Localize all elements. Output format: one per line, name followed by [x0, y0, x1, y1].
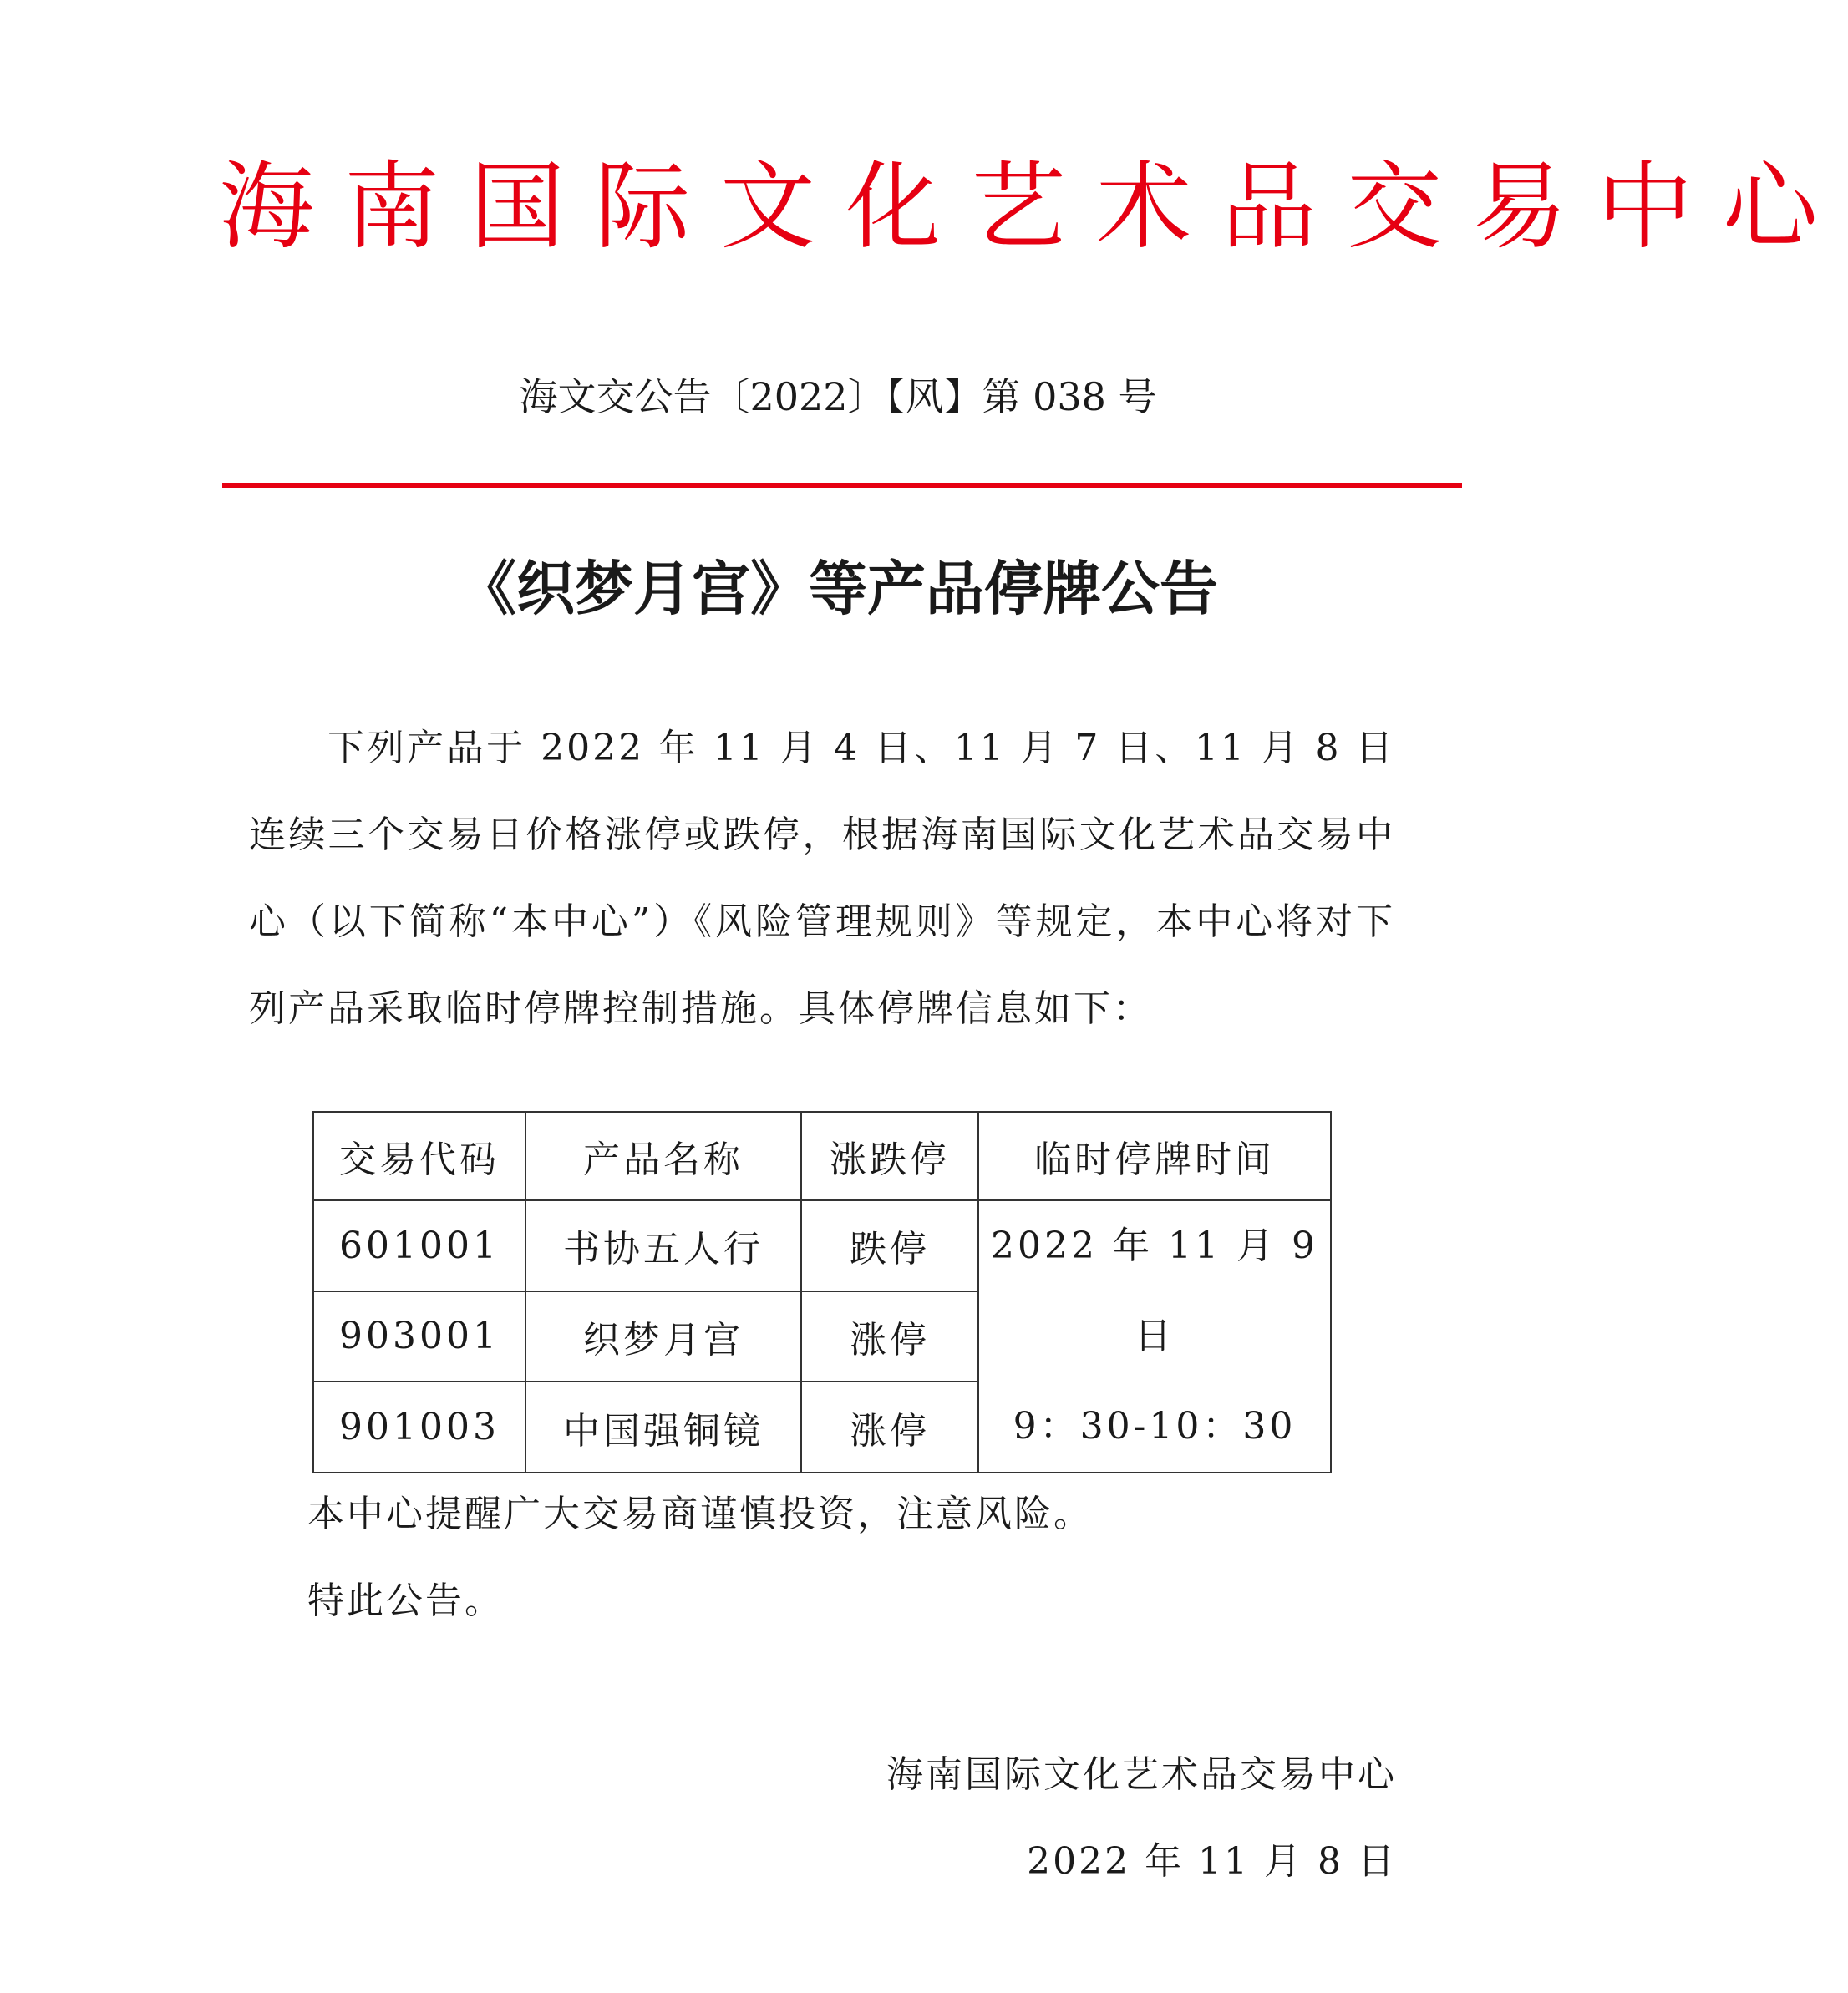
signature-date: 2022 年 11 月 8 日: [1027, 1840, 1397, 1883]
header-product-name: 产品名称: [525, 1112, 801, 1200]
sign-off: 特此公告。: [307, 1580, 504, 1622]
cell-product-name: 书协五人行: [525, 1200, 801, 1291]
cell-product-name: 织梦月宫: [525, 1291, 801, 1382]
suspension-table: [312, 1111, 1332, 1473]
table-row: [313, 1200, 1331, 1291]
suspension-date: 2022 年 11 月 9 日: [991, 1225, 1318, 1357]
cell-trade-code: 903001: [313, 1291, 525, 1382]
red-divider-rule: [222, 483, 1462, 488]
header-price-limit: 涨跌停: [801, 1112, 978, 1200]
cell-price-limit: 跌停: [801, 1200, 978, 1291]
header-trade-code: 交易代码: [313, 1112, 525, 1200]
body-paragraph: 下列产品于 2022 年 11 月 4 日、11 月 7 日、11 月 8 日连续三个交易日价格涨停或跌停，根据海南国际文化艺术品交易中心（以下简称“本中心”）《风险管理规则》等规定，本中心将对下列产品采取临时停牌控制措施。具体停牌信息如下：: [249, 727, 1395, 1030]
risk-reminder: 本中心提醒广大交易商谨慎投资，注意风险。: [307, 1493, 1093, 1535]
header-suspension-time: 临时停牌时间: [978, 1112, 1331, 1200]
document-title: 《织梦月宫》等产品停牌公告: [458, 555, 1218, 623]
document-number: 海文交公告〔2022〕【风】第 038 号: [519, 374, 1157, 419]
cell-suspension-time: [978, 1200, 1331, 1473]
organization-header: 海南国际文化艺术品交易中心: [219, 151, 1848, 262]
cell-product-name: 中国强铜镜: [525, 1382, 801, 1473]
cell-price-limit: 涨停: [801, 1382, 978, 1473]
cell-trade-code: 601001: [313, 1200, 525, 1291]
cell-trade-code: 901003: [313, 1382, 525, 1473]
cell-price-limit: 涨停: [801, 1291, 978, 1382]
signature-organization: 海南国际文化艺术品交易中心: [886, 1753, 1397, 1796]
suspension-time-range: 9：30-10：30: [1013, 1405, 1297, 1448]
table-header-row: [313, 1112, 1331, 1200]
